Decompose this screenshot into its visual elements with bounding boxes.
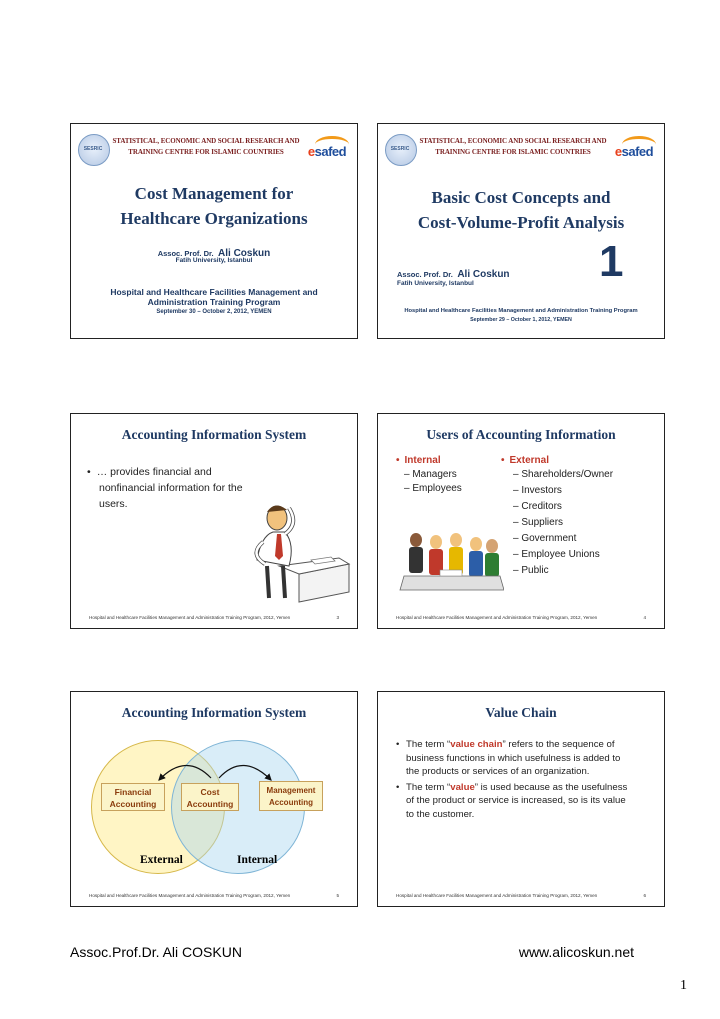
slide-footer: Hospital and Healthcare Facilities Management and Administration Training Program, 2012, Yemen 6: [396, 893, 646, 898]
slide-header: [111, 136, 301, 158]
slide-header: STATISTICAL, ECONOMIC AND SOCIAL RESEARCH AND TRAINING CENTRE FOR ISLAMIC COUNTRIES: [419, 137, 607, 156]
sesric-logo: SESRIC: [78, 134, 110, 166]
slide-footer: Hospital and Healthcare Facilities Management and Administration Training Program, 2012, Yemen 5: [89, 893, 339, 898]
esafed-logo: esafed: [610, 136, 658, 162]
business-people-illustration: [396, 518, 504, 592]
value-chain-bullets: [396, 738, 628, 821]
box-financial-accounting: Financial Accounting: [101, 783, 165, 811]
slide-3: [70, 413, 358, 629]
slide-1: [70, 123, 358, 339]
slide-number: 5: [336, 893, 339, 898]
dates: September 29 – October 1, 2012, YEMEN: [470, 317, 572, 323]
slide-title: Basic Cost Concepts and Cost-Volume-Profit Analysis: [417, 188, 625, 232]
slide-footer: Hospital and Healthcare Facilities Management and Administration Training Program, 2012, Yemen 4: [396, 615, 646, 620]
label-internal: Internal: [237, 854, 278, 866]
header-line-1: STATISTICAL, ECONOMIC AND SOCIAL RESEARCH AND: [112, 137, 300, 145]
page-number: 1: [680, 978, 687, 993]
slide-5: [70, 691, 358, 907]
external-users: • External – Shareholders/Owner – Investors – Creditors – Suppliers – Government – Employee Unions – Public: [501, 455, 614, 576]
author: Assoc. Prof. Dr. Ali Coskun: [397, 269, 510, 280]
box-cost-accounting: Cost Accounting: [181, 783, 239, 811]
slide-number: 4: [643, 615, 646, 620]
worried-businessman-illustration: [239, 494, 351, 606]
slide-2: [377, 123, 665, 339]
slide-title: Accounting Information System: [121, 427, 307, 442]
affiliation: Fatih University, Istanbul: [175, 257, 253, 264]
bullet-1: • The term “value chain” refers to the sequence of business functions in which usefulness is added to the products or services of an organization.: [396, 739, 621, 777]
bullet-2: • The term “value” is used because as the usefulness of the product or service is increased, so is its value to the customer.: [396, 781, 628, 820]
internal-users: • Internal – Managers – Employees: [396, 455, 462, 494]
sesric-logo: SESRIC: [385, 134, 417, 166]
page-footer-author: Assoc.Prof.Dr. Ali COSKUN: [70, 944, 242, 960]
slide-title: Value Chain: [485, 705, 557, 720]
esafed-logo: esafed: [303, 136, 351, 162]
slide-title: [71, 181, 357, 231]
label-external: External: [140, 854, 183, 866]
dates: September 30 – October 2, 2012, YEMEN: [156, 309, 272, 315]
program: Hospital and Healthcare Facilities Management and Administration Training Program: [110, 287, 318, 307]
title-line-1: Cost Management for: [134, 184, 294, 203]
bullet-text: • … provides financial and nonfinancial information for the users.: [87, 466, 243, 510]
section-number: 1: [599, 237, 624, 286]
slide-6: [377, 691, 665, 907]
box-management-accounting: Management Accounting: [259, 781, 323, 811]
slide-4: [377, 413, 665, 629]
page-footer-website[interactable]: www.alicoskun.net: [518, 944, 634, 960]
author: Assoc. Prof. Dr. Ali Coskun: [157, 248, 271, 259]
slide-number: 3: [336, 615, 339, 620]
slide-number: 6: [643, 893, 646, 898]
slide-footer: Hospital and Healthcare Facilities Management and Administration Training Program, 2012, Yemen 3: [89, 615, 339, 620]
header-line-2: TRAINING CENTRE FOR ISLAMIC COUNTRIES: [128, 148, 284, 156]
program: Hospital and Healthcare Facilities Management and Administration Training Program: [404, 308, 638, 314]
slide-title: Users of Accounting Information: [426, 427, 616, 442]
slide-title: Accounting Information System: [121, 705, 307, 720]
title-line-2: Healthcare Organizations: [120, 209, 308, 228]
affiliation: Fatih University, Istanbul: [397, 280, 474, 287]
